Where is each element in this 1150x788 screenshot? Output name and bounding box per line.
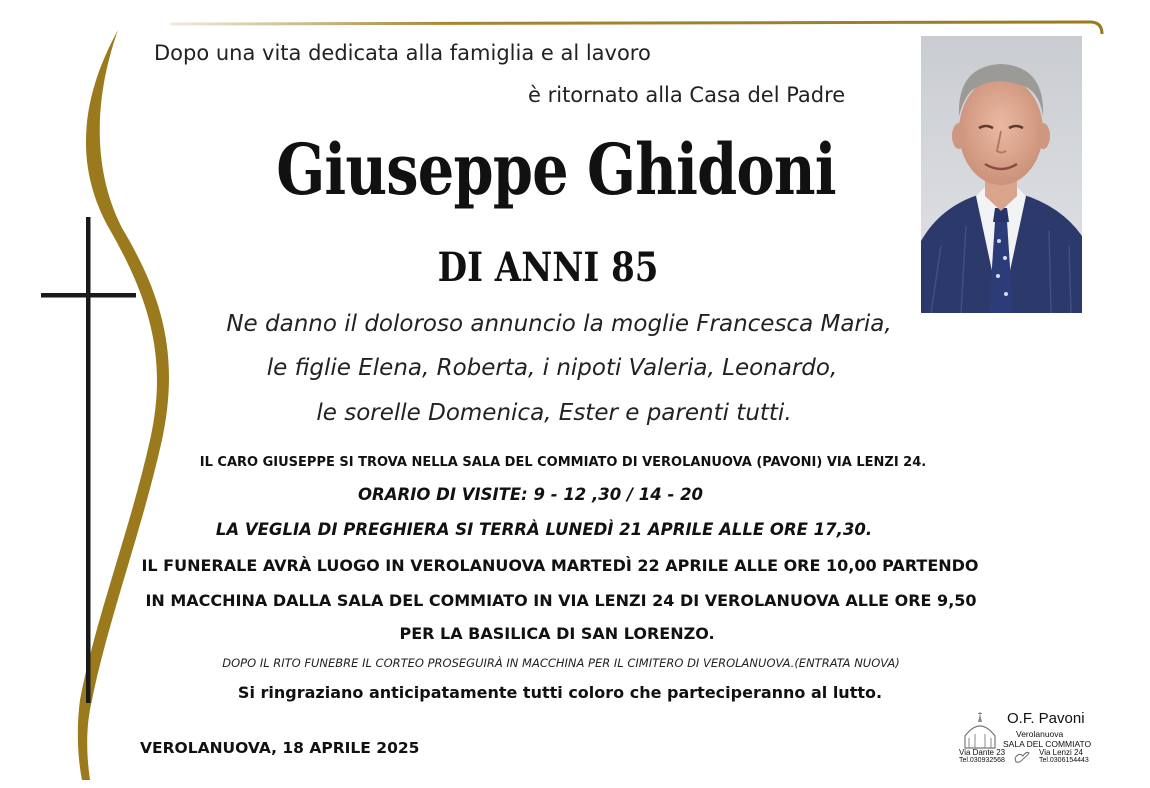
- family-line-1: Ne danno il doloroso annuncio la moglie Francesca Maria,: [226, 311, 892, 337]
- portrait-photo: [921, 36, 1082, 313]
- top-border-line: [170, 22, 1102, 34]
- funeral-home-phone1: Tel.030932568: [959, 757, 1005, 764]
- gold-swoosh: [78, 30, 169, 780]
- visiting-hours: ORARIO DI VISITE: 9 - 12 ,30 / 14 - 20: [358, 485, 704, 504]
- funeral-home-town: Verolanuova: [1016, 729, 1064, 739]
- funeral-line-2: IN MACCHINA DALLA SALA DEL COMMIATO IN VIA LENZI 24 DI VEROLANUOVA ALLE ORE 9,50: [145, 591, 977, 610]
- funeral-line-3: PER LA BASILICA DI SAN LORENZO.: [399, 624, 715, 643]
- funeral-home-addr2: Via Lenzi 24: [1039, 748, 1083, 757]
- church-dome-logo-icon: [959, 710, 1001, 750]
- funeral-home-addr1: Via Dante 23: [959, 748, 1006, 757]
- place-date: VEROLANUOVA, 18 APRILE 2025: [140, 739, 420, 757]
- funeral-home-phone2: Tel.0306154443: [1039, 757, 1089, 764]
- funeral-line-1: IL FUNERALE AVRÀ LUOGO IN VEROLANUOVA MARTEDÌ 22 APRILE ALLE ORE 10,00 PARTENDO: [141, 556, 979, 575]
- procession-note: DOPO IL RITO FUNEBRE IL CORTEO PROSEGUIRÀ IN MACCHINA PER IL CIMITERO DI VEROLANUOVA.(ENTRATA NUOVA): [222, 656, 900, 670]
- funeral-home-hall: SALA DEL COMMIATO: [1003, 739, 1092, 749]
- intro-line-1: Dopo una vita dedicata alla famiglia e al lavoro: [154, 41, 651, 65]
- thanks-line: Si ringraziano anticipatamente tutti coloro che parteciperanno al lutto.: [237, 683, 883, 702]
- funeral-home-name: O.F. Pavoni: [1007, 710, 1085, 727]
- cross-icon: [41, 217, 136, 703]
- intro-line-2: è ritornato alla Casa del Padre: [528, 83, 846, 107]
- family-line-3: le sorelle Domenica, Ester e parenti tutti.: [316, 400, 792, 426]
- dove-logo-icon: [1013, 748, 1031, 766]
- deceased-name: Giuseppe Ghidoni: [276, 128, 836, 211]
- family-line-2: le figlie Elena, Roberta, i nipoti Valeria, Leonardo,: [266, 355, 838, 381]
- deceased-age: DI ANNI 85: [437, 244, 659, 291]
- funeral-home-logo: [955, 708, 1095, 768]
- location-line: IL CARO GIUSEPPE SI TROVA NELLA SALA DEL COMMIATO DI VEROLANUOVA (PAVONI) VIA LENZI 24.: [199, 455, 927, 470]
- vigil-line: LA VEGLIA DI PREGHIERA SI TERRÀ LUNEDÌ 21 APRILE ALLE ORE 17,30.: [215, 520, 873, 539]
